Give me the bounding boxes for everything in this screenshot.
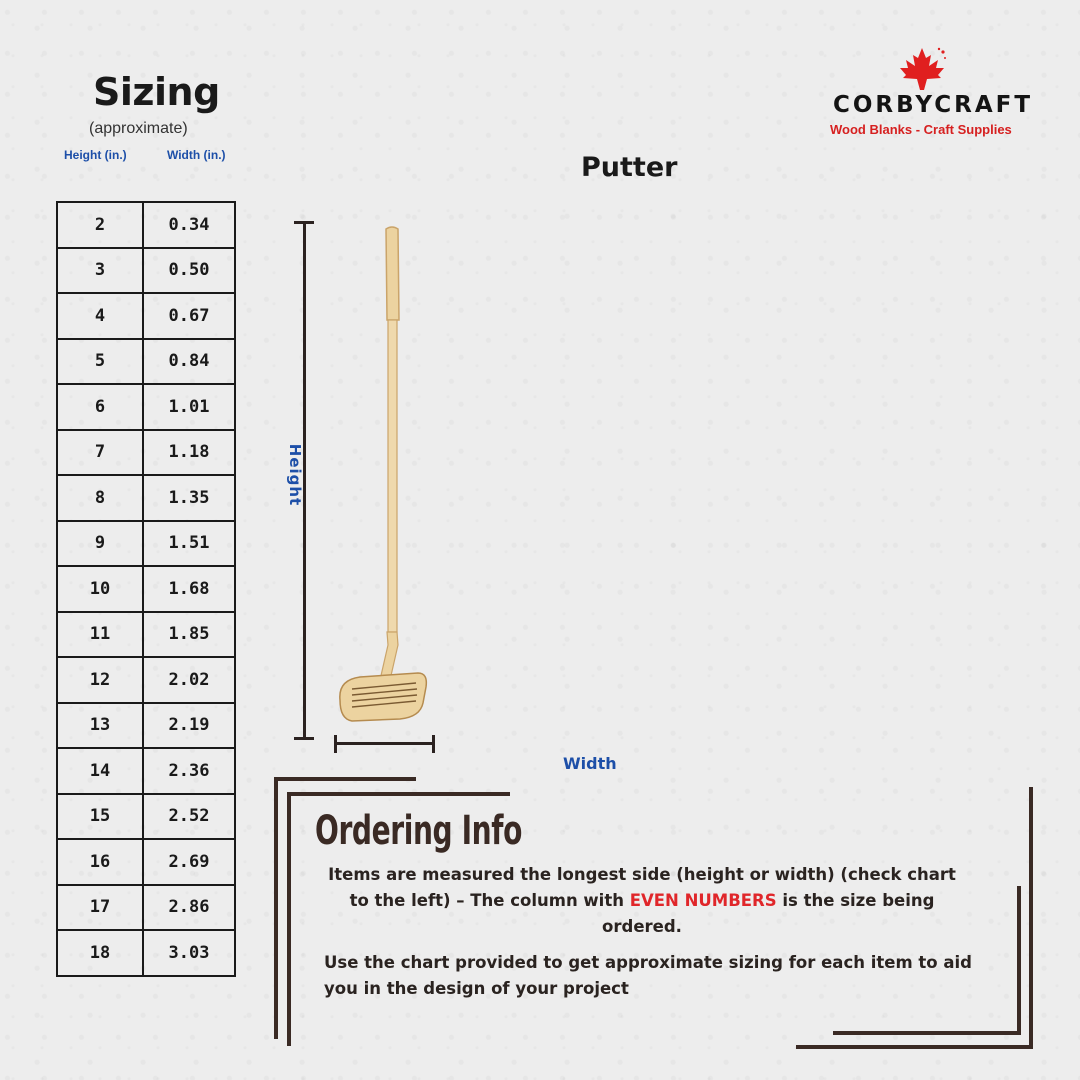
table-row — [57, 293, 235, 339]
product-title: Putter — [581, 152, 678, 183]
table-row — [57, 521, 235, 567]
width-cell: 2.19 — [143, 703, 235, 749]
table-row — [57, 202, 235, 248]
width-cell: 1.01 — [143, 384, 235, 430]
height-cell: 3 — [57, 248, 143, 294]
even-numbers-highlight: EVEN NUMBERS — [629, 891, 777, 910]
frame-line — [274, 777, 278, 1039]
logo-wordmark: CORBYCRAFT — [833, 92, 1034, 118]
ordering-info-title: Ordering Info — [315, 808, 522, 854]
width-cell: 1.68 — [143, 566, 235, 612]
frame-line — [1029, 787, 1033, 1049]
height-cell: 15 — [57, 794, 143, 840]
height-cell: 10 — [57, 566, 143, 612]
sizing-title: Sizing — [93, 70, 220, 114]
height-cell: 2 — [57, 202, 143, 248]
table-row — [57, 657, 235, 703]
width-cell: 2.02 — [143, 657, 235, 703]
height-cell: 16 — [57, 839, 143, 885]
width-cell: 1.51 — [143, 521, 235, 567]
height-cell: 17 — [57, 885, 143, 931]
column-header-width: Width (in.) — [167, 148, 226, 162]
width-cell: 2.36 — [143, 748, 235, 794]
table-row — [57, 566, 235, 612]
height-dimension-cap — [294, 221, 314, 224]
frame-line — [287, 792, 291, 1046]
maple-leaf-icon — [897, 46, 947, 92]
height-cell: 13 — [57, 703, 143, 749]
height-cell: 18 — [57, 930, 143, 976]
width-cell: 1.85 — [143, 612, 235, 658]
width-cell: 1.18 — [143, 430, 235, 476]
width-label: Width — [563, 754, 617, 773]
height-cell: 6 — [57, 384, 143, 430]
frame-line — [796, 1045, 1033, 1049]
table-row — [57, 794, 235, 840]
width-cell: 0.67 — [143, 293, 235, 339]
table-row — [57, 930, 235, 976]
width-dimension-cap — [432, 735, 435, 753]
width-cell: 2.52 — [143, 794, 235, 840]
height-dimension-cap — [294, 737, 314, 740]
ordering-info-paragraph-2: Use the chart provided to get approximate sizing for each item to aid you in the design of your project — [324, 953, 972, 998]
width-cell: 2.86 — [143, 885, 235, 931]
height-cell: 8 — [57, 475, 143, 521]
width-cell: 3.03 — [143, 930, 235, 976]
width-dimension-cap — [334, 735, 337, 753]
logo-tagline: Wood Blanks - Craft Supplies — [830, 122, 1012, 137]
height-cell: 7 — [57, 430, 143, 476]
height-cell: 9 — [57, 521, 143, 567]
ordering-text: is the size being ordered. — [602, 891, 935, 936]
table-row — [57, 839, 235, 885]
table-row — [57, 248, 235, 294]
sizing-subtitle: (approximate) — [89, 120, 188, 137]
width-dimension-line — [336, 742, 434, 745]
frame-line — [287, 792, 510, 796]
table-row — [57, 612, 235, 658]
sizing-table — [56, 201, 236, 977]
height-cell: 4 — [57, 293, 143, 339]
table-row — [57, 339, 235, 385]
width-cell: 0.84 — [143, 339, 235, 385]
column-header-height: Height (in.) — [64, 148, 127, 162]
height-cell: 11 — [57, 612, 143, 658]
table-row — [57, 384, 235, 430]
height-cell: 5 — [57, 339, 143, 385]
height-cell: 14 — [57, 748, 143, 794]
width-cell: 2.69 — [143, 839, 235, 885]
frame-line — [833, 1031, 1021, 1035]
table-row — [57, 430, 235, 476]
ordering-info-paragraph — [318, 862, 966, 940]
height-cell: 12 — [57, 657, 143, 703]
width-cell: 1.35 — [143, 475, 235, 521]
ordering-text: Items are measured the longest side (height or width) (check chart to the left) – The column with — [328, 865, 956, 910]
putter-illustration — [330, 225, 430, 730]
height-label: Height — [286, 443, 305, 507]
table-row — [57, 748, 235, 794]
frame-line — [1017, 886, 1021, 1034]
table-row — [57, 885, 235, 931]
width-cell: 0.34 — [143, 202, 235, 248]
table-row — [57, 475, 235, 521]
table-row — [57, 703, 235, 749]
frame-line — [274, 777, 416, 781]
width-cell: 0.50 — [143, 248, 235, 294]
